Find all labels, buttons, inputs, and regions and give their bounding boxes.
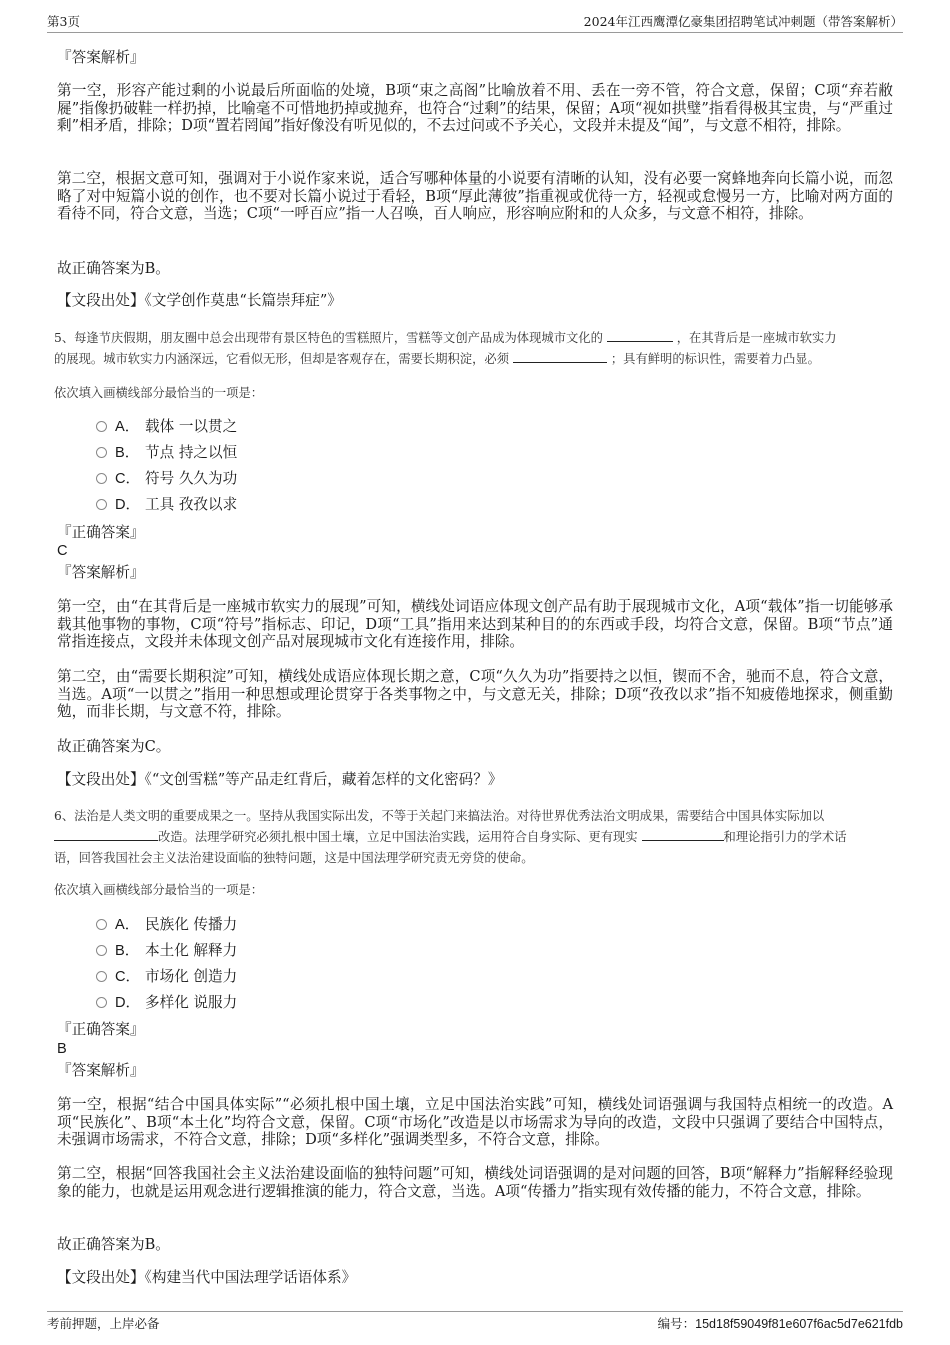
radio-icon[interactable]	[96, 997, 107, 1008]
q6-option-c[interactable]: C． 市场化 创造力	[96, 968, 237, 986]
q6-option-b[interactable]: B． 本土化 解释力	[96, 942, 237, 960]
radio-icon[interactable]	[96, 919, 107, 930]
q5-stem-part-d: ；具有鲜明的标识性，需要着力凸显。	[610, 352, 820, 366]
document-title: 2024年江西鹰潭亿豪集团招聘笔试冲刺题（带答案解析）	[583, 14, 903, 29]
q5-blank-1	[607, 329, 673, 342]
q5-stem-part-b: ，在其背后是一座城市软实力	[676, 331, 837, 345]
q6-analysis-label: 『答案解析』	[57, 1062, 145, 1079]
q5-correct-label: 『正确答案』	[57, 524, 145, 541]
q6-stem-part-c: 和理论指引力的学术话	[723, 830, 847, 844]
q5-stem	[54, 328, 896, 370]
page-number: 第3页	[47, 14, 80, 29]
q5-correct-answer: C	[57, 543, 68, 559]
q5-blank-2	[513, 350, 607, 363]
q6-correct-answer: B	[57, 1041, 67, 1057]
q6-option-d[interactable]: D． 多样化 说服力	[96, 994, 237, 1012]
q4-analysis-label: 『答案解析』	[57, 49, 145, 66]
q5-analysis-label: 『答案解析』	[57, 564, 145, 581]
q6-option-a[interactable]: A． 民族化 传播力	[96, 916, 237, 934]
radio-icon[interactable]	[96, 499, 107, 510]
q5-option-c[interactable]: C． 符号 久久为功	[96, 470, 237, 488]
q4-conclusion: 故正确答案为B。	[57, 260, 170, 277]
radio-icon[interactable]	[96, 473, 107, 484]
q5-conclusion: 故正确答案为C。	[57, 738, 171, 755]
q5-stem-part-c: 的展现。城市软实力内涵深远，它看似无形，但却是客观存在，需要长期积淀，必须	[54, 352, 509, 366]
radio-icon[interactable]	[96, 945, 107, 956]
q5-analysis-para1: 第一空，由“在其背后是一座城市软实力的展现”可知，横线处词语应体现文创产品有助于展现城市文化，A项“载体”指一切能够承载其他事物的事物，C项“符号”指标志、印记，D项“工具”指用来达到某种目的的东西或手段，均符合文意，保留。B项“节点”通常指连接点，文段并未体现文创产品对展现城市文化有连接作用，排除。	[57, 598, 893, 650]
radio-icon[interactable]	[96, 421, 107, 432]
document-code: 编号：15d18f59049f81e607f6ac5d7e621fdb	[657, 1316, 903, 1331]
q6-prompt: 依次填入画横线部分最恰当的一项是：	[54, 883, 264, 897]
q6-blank-1	[54, 828, 158, 841]
page-header	[47, 14, 903, 33]
q6-analysis-para2: 第二空，根据“回答我国社会主义法治建设面临的独特问题”可知，横线处词语强调的是对问题的回答，B项“解释力”指解释经验现象的能力，也就是运用观念进行逻辑推演的能力，符合文意，当选。A项“传播力”指实现有效传播的能力，不符合文意，排除。	[57, 1165, 893, 1200]
q5-option-a[interactable]: A． 载体 一以贯之	[96, 418, 237, 436]
q6-stem-part-d: 语，回答我国社会主义法治建设面临的独特问题，这是中国法理学研究责无旁贷的使命。	[54, 851, 534, 865]
q5-source: 【文段出处】《“文创雪糕”等产品走红背后，藏着怎样的文化密码？》	[57, 771, 503, 788]
q5-option-b[interactable]: B． 节点 持之以恒	[96, 444, 237, 462]
q6-stem	[54, 806, 896, 869]
q4-analysis-para1: 第一空，形容产能过剩的小说最后所面临的处境，B项“束之高阁”比喻放着不用、丢在一旁不管，符合文意，保留；C项“弃若敝屣”指像扔破鞋一样扔掉，比喻毫不可惜地扔掉或抛弃，也符合“过剩”的结果，保留；A项“视如拱璧”指看得极其宝贵，与“严重过剩”相矛盾，排除；D项“置若罔闻”指好像没有听见似的，不去过问或不予关心，文段并未提及“闻”，与文意不相符，排除。	[57, 82, 893, 134]
radio-icon[interactable]	[96, 447, 107, 458]
footer-slogan: 考前押题，上岸必备	[47, 1316, 160, 1331]
q4-analysis-para2: 第二空，根据文意可知，强调对于小说作家来说，适合写哪种体量的小说要有清晰的认知，没有必要一窝蜂地奔向长篇小说，而忽略了对中短篇小说的创作，也不要对长篇小说过于看轻，B项“厚此薄彼”指重视或优待一方，轻视或怠慢另一方，比喻对两方面的看待不同，符合文意，当选；C项“一呼百应”指一人召唤，百人响应，形容响应附和的人众多，与文意不相符，排除。	[57, 170, 893, 222]
radio-icon[interactable]	[96, 971, 107, 982]
q5-stem-part-a: 5、每逢节庆假期，朋友圈中总会出现带有景区特色的雪糕照片，雪糕等文创产品成为体现城市文化的	[54, 331, 603, 345]
q6-stem-part-a: 6、法治是人类文明的重要成果之一。坚持从我国实际出发，不等于关起门来搞法治。对待世界优秀法治文明成果，需要结合中国具体实际加以	[54, 809, 825, 823]
q6-source: 【文段出处】《构建当代中国法理学话语体系》	[57, 1269, 357, 1286]
q5-analysis-para2: 第二空，由“需要长期积淀”可知，横线处成语应体现长期之意，C项“久久为功”指要持之以恒，锲而不舍，驰而不息，符合文意，当选。A项“一以贯之”指用一种思想或理论贯穿于各类事物之中，与文意无关，排除；D项“孜孜以求”指不知疲倦地探求，侧重勤勉，而非长期，与文意不符，排除。	[57, 668, 893, 720]
q6-stem-part-b: 改造。法理学研究必须扎根中国土壤，立足中国法治实践，运用符合自身实际、更有现实	[158, 830, 638, 844]
q6-conclusion: 故正确答案为B。	[57, 1236, 170, 1253]
q6-correct-label: 『正确答案』	[57, 1021, 145, 1038]
q5-prompt: 依次填入画横线部分最恰当的一项是：	[54, 386, 264, 400]
q6-analysis-para1: 第一空，根据“结合中国具体实际”“必须扎根中国土壤，立足中国法治实践”可知，横线处词语强调与我国特点相统一的改造。A项“民族化”、B项“本土化”均符合文意，保留。C项“市场化”改造是以市场需求为导向的改造，文段中只强调了要结合中国特点，未强调市场需求，不符合文意，排除；D项“多样化”强调类型多，不符合文意，排除。	[57, 1096, 893, 1148]
q4-source: 【文段出处】《文学创作莫患“长篇崇拜症”》	[57, 292, 342, 309]
q5-option-d[interactable]: D． 工具 孜孜以求	[96, 496, 237, 514]
q6-blank-2	[642, 828, 724, 841]
page-footer	[47, 1311, 903, 1333]
